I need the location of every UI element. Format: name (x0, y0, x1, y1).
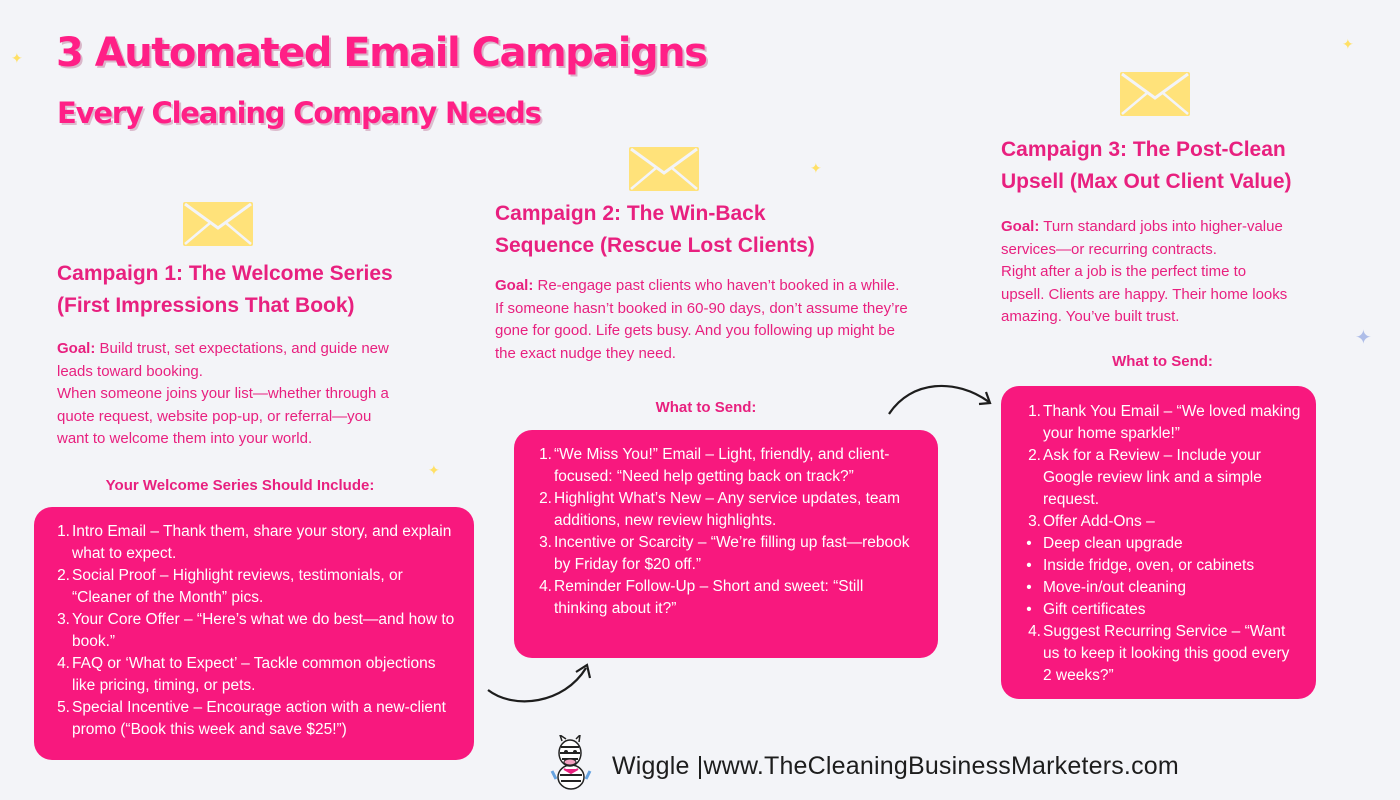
list-marker: 3. (1028, 513, 1041, 530)
list-marker: 3. (539, 534, 552, 551)
sparkle-icon: ✦ (1342, 36, 1354, 52)
page-subtitle: Every Cleaning Company Needs (57, 96, 541, 130)
goal-label: Goal: (57, 340, 96, 357)
list-item (524, 488, 918, 532)
list-item-text: Incentive or Scarcity – “We’re filling up fast—rebook by Friday for $20 off.” (554, 534, 910, 573)
campaign-3-list-heading: What to Send: (1112, 353, 1213, 370)
list-item (1013, 555, 1302, 577)
goal-text: Build trust, set expectations, and guide new (95, 340, 389, 357)
list-item-text: Move-in/out cleaning (1043, 579, 1187, 596)
campaign-3-heading (1001, 134, 1361, 198)
footer-credit: Wiggle |www.TheCleaningBusinessMarketers.com (612, 752, 1179, 780)
curved-arrow-icon (886, 380, 996, 420)
campaign-2-list-box (514, 430, 938, 658)
goal-text: the exact nudge they need. (495, 344, 676, 362)
list-item-text: Reminder Follow-Up – Short and sweet: “Still thinking about it?” (554, 578, 864, 617)
goal-label: Goal: (1001, 218, 1040, 235)
list-marker: 2. (539, 490, 552, 507)
list-marker: 5. (57, 699, 70, 716)
goal-label: Goal: (495, 277, 534, 294)
list-item-text: Offer Add-Ons – (1043, 513, 1155, 530)
goal-text: amazing. You’ve built trust. (1001, 308, 1180, 325)
list-item-text: Inside fridge, oven, or cabinets (1043, 557, 1255, 574)
sparkle-icon: ✦ (11, 50, 23, 66)
list-item (42, 565, 458, 609)
campaign-2-heading (495, 198, 915, 262)
goal-text: leads toward booking. (57, 362, 203, 380)
campaign-2-title-line1: Campaign 2: The Win-Back (495, 202, 766, 225)
list-item-text: Ask for a Review – Include your Google review link and a simple request. (1043, 447, 1262, 508)
campaign-2-list (524, 444, 918, 620)
sparkle-icon: ✦ (1355, 327, 1372, 349)
list-marker: 1. (539, 446, 552, 463)
list-marker: • (1026, 579, 1032, 596)
campaign-2-title-line2: Sequence (Rescue Lost Clients) (495, 234, 815, 257)
goal-text: gone for good. Life gets busy. And you following up might be (495, 322, 895, 339)
list-item (524, 532, 918, 576)
envelope-icon (1119, 71, 1191, 117)
list-marker: 2. (57, 567, 70, 584)
list-item (1013, 445, 1302, 511)
list-item-text: Social Proof – Highlight reviews, testimonials, or “Cleaner of the Month” pics. (72, 567, 403, 606)
page-title: 3 Automated Email Campaigns (56, 30, 707, 76)
list-item-text: Your Core Offer – “Here’s what we do best—and how to book.” (72, 611, 455, 650)
goal-text: services—or recurring contracts. (1001, 240, 1217, 258)
campaign-3-title-line1: Campaign 3: The Post-Clean (1001, 138, 1286, 161)
goal-text: want to welcome them into your world. (57, 430, 313, 447)
list-marker: 1. (1028, 403, 1041, 420)
list-item (1013, 401, 1302, 445)
list-item-text: Suggest Recurring Service – “Want us to keep it looking this good every 2 weeks?” (1043, 623, 1290, 684)
goal-text: Turn standard jobs into higher-value (1039, 218, 1283, 235)
list-marker: • (1026, 557, 1032, 574)
list-item (1013, 511, 1302, 533)
sparkle-icon: ✦ (810, 160, 822, 176)
list-item (1013, 577, 1302, 599)
list-marker: 3. (57, 611, 70, 628)
list-marker: • (1026, 535, 1032, 552)
campaign-3-list-box (1001, 386, 1316, 699)
goal-text: quote request, website pop-up, or referral—you (57, 407, 372, 425)
list-item-text: “We Miss You!” Email – Light, friendly, and client-focused: “Need help getting back on track?” (554, 446, 890, 485)
goal-text: Right after a job is the perfect time to (1001, 263, 1247, 280)
campaign-3-list (1013, 401, 1302, 687)
list-item-text: FAQ or ‘What to Expect’ – Tackle common objections like pricing, timing, or pets. (72, 655, 436, 694)
list-item-text: Deep clean upgrade (1043, 535, 1183, 552)
goal-text: If someone hasn’t booked in 60-90 days, don’t assume they’re (495, 299, 908, 317)
list-item-text: Gift certificates (1043, 601, 1146, 618)
campaign-1-list-heading: Your Welcome Series Should Include: (105, 477, 375, 494)
campaign-1-goal (57, 338, 457, 451)
campaign-1-title-line1: Campaign 1: The Welcome Series (57, 262, 393, 285)
campaign-1-title-line2: (First Impressions That Book) (57, 294, 355, 317)
list-marker: 2. (1028, 447, 1041, 464)
list-item-text: Highlight What’s New – Any service updates, team additions, new review highlights. (554, 490, 901, 529)
envelope-icon (628, 146, 700, 192)
sparkle-icon: ✦ (428, 462, 440, 478)
list-item-text: Thank You Email – “We loved making your home sparkle!” (1043, 403, 1301, 442)
zebra-mascot-icon (548, 735, 594, 793)
list-item (42, 521, 458, 565)
list-item (1013, 599, 1302, 621)
list-item (1013, 533, 1302, 555)
list-item (42, 697, 458, 741)
list-item (42, 653, 458, 697)
list-marker: 4. (1028, 623, 1041, 640)
list-item (1013, 621, 1302, 687)
list-marker: 4. (57, 655, 70, 672)
campaign-3-goal (1001, 216, 1361, 329)
goal-text: upsell. Clients are happy. Their home looks (1001, 285, 1288, 303)
campaign-1-heading (57, 258, 457, 322)
list-item (524, 444, 918, 488)
curved-arrow-icon (484, 660, 594, 710)
list-item-text: Intro Email – Thank them, share your story, and explain what to expect. (72, 523, 452, 562)
campaign-3-title-line2: Upsell (Max Out Client Value) (1001, 170, 1292, 193)
list-marker: 1. (57, 523, 70, 540)
list-item (42, 609, 458, 653)
list-item-text: Special Incentive – Encourage action with a new-client promo (“Book this week and save $25!”) (72, 699, 446, 738)
campaign-2-goal (495, 275, 975, 365)
list-item (524, 576, 918, 620)
campaign-1-list (42, 521, 458, 741)
goal-text: When someone joins your list—whether through a (57, 385, 389, 402)
list-marker: 4. (539, 578, 552, 595)
envelope-icon (182, 201, 254, 247)
goal-text: Re-engage past clients who haven’t booked in a while. (533, 277, 900, 294)
list-marker: • (1026, 601, 1032, 618)
campaign-1-list-box (34, 507, 474, 760)
campaign-2-list-heading: What to Send: (655, 399, 757, 416)
